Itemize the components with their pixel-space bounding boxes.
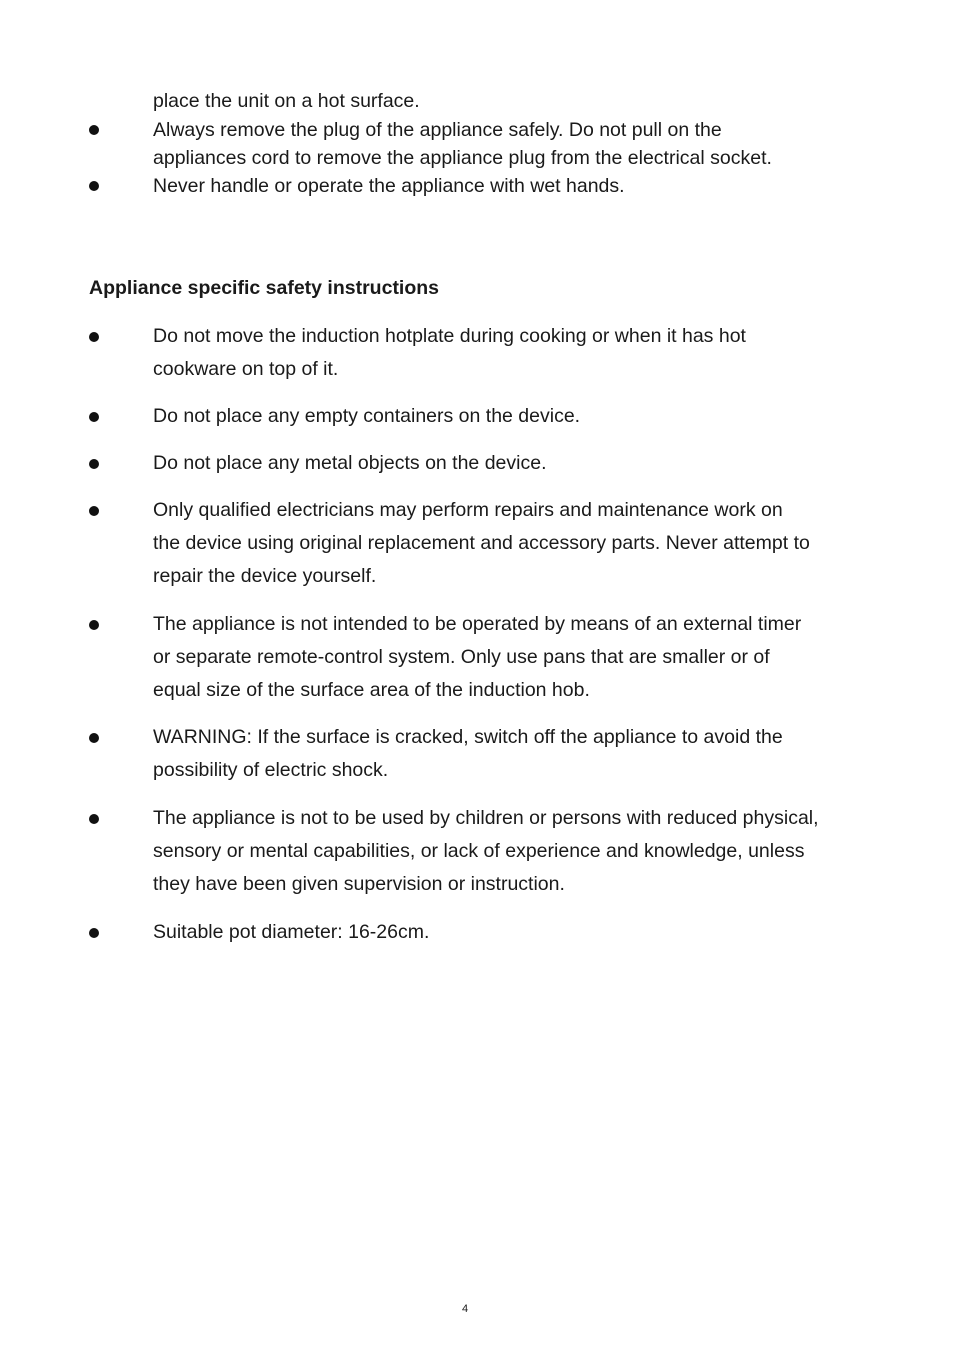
list-item-line: Do not place any empty containers on the device. [153, 405, 581, 427]
list-item-line: repair the device yourself. [153, 565, 377, 587]
list-item-line: sensory or mental capabilities, or lack of experience and knowledge, unless [153, 840, 805, 862]
bullet-icon [89, 814, 99, 824]
list-item-line: the device using original replacement and accessory parts. Never attempt to [153, 532, 810, 554]
bullet-icon [89, 506, 99, 516]
list-item [153, 400, 873, 433]
bullet-icon [89, 459, 99, 469]
section-heading: Appliance specific safety instructions [89, 277, 440, 299]
list-item-line: or separate remote-control system. Only use pans that are smaller or of [153, 646, 770, 668]
list-item [153, 916, 873, 949]
bullet-icon [89, 125, 99, 135]
continuation-line: place the unit on a hot surface. [153, 90, 420, 112]
list-item [153, 608, 873, 707]
list-item-line: The appliance is not intended to be operated by means of an external timer [153, 613, 802, 635]
list-item-line: possibility of electric shock. [153, 759, 389, 781]
bullet-icon [89, 332, 99, 342]
bullet-icon [89, 733, 99, 743]
list-item [153, 320, 873, 386]
list-item [153, 494, 873, 593]
list-item-line: they have been given supervision or instruction. [153, 873, 565, 895]
list-item-line: equal size of the surface area of the induction hob. [153, 679, 590, 701]
page-number: 4 [461, 1303, 469, 1315]
bullet-icon [89, 181, 99, 191]
bullet-icon [89, 412, 99, 422]
list-item-line: cookware on top of it. [153, 358, 339, 380]
list-item-line: Only qualified electricians may perform repairs and maintenance work on [153, 499, 783, 521]
list-item-line: Never handle or operate the appliance with wet hands. [153, 175, 625, 197]
bullet-icon [89, 620, 99, 630]
bullet-icon [89, 928, 99, 938]
list-item-line: Suitable pot diameter: 16-26cm. [153, 921, 430, 943]
list-item-line: Do not place any metal objects on the device. [153, 452, 547, 474]
list-item-line: WARNING: If the surface is cracked, switch off the appliance to avoid the [153, 726, 783, 748]
list-item-line: The appliance is not to be used by children or persons with reduced physical, [153, 807, 819, 829]
list-item [153, 721, 873, 787]
list-item [153, 447, 873, 480]
list-item [153, 802, 873, 901]
list-item-line: Always remove the plug of the appliance safely. Do not pull on the [153, 119, 722, 141]
list-item-line: appliances cord to remove the appliance plug from the electrical socket. [153, 147, 772, 169]
list-item-line: Do not move the induction hotplate during cooking or when it has hot [153, 325, 746, 347]
